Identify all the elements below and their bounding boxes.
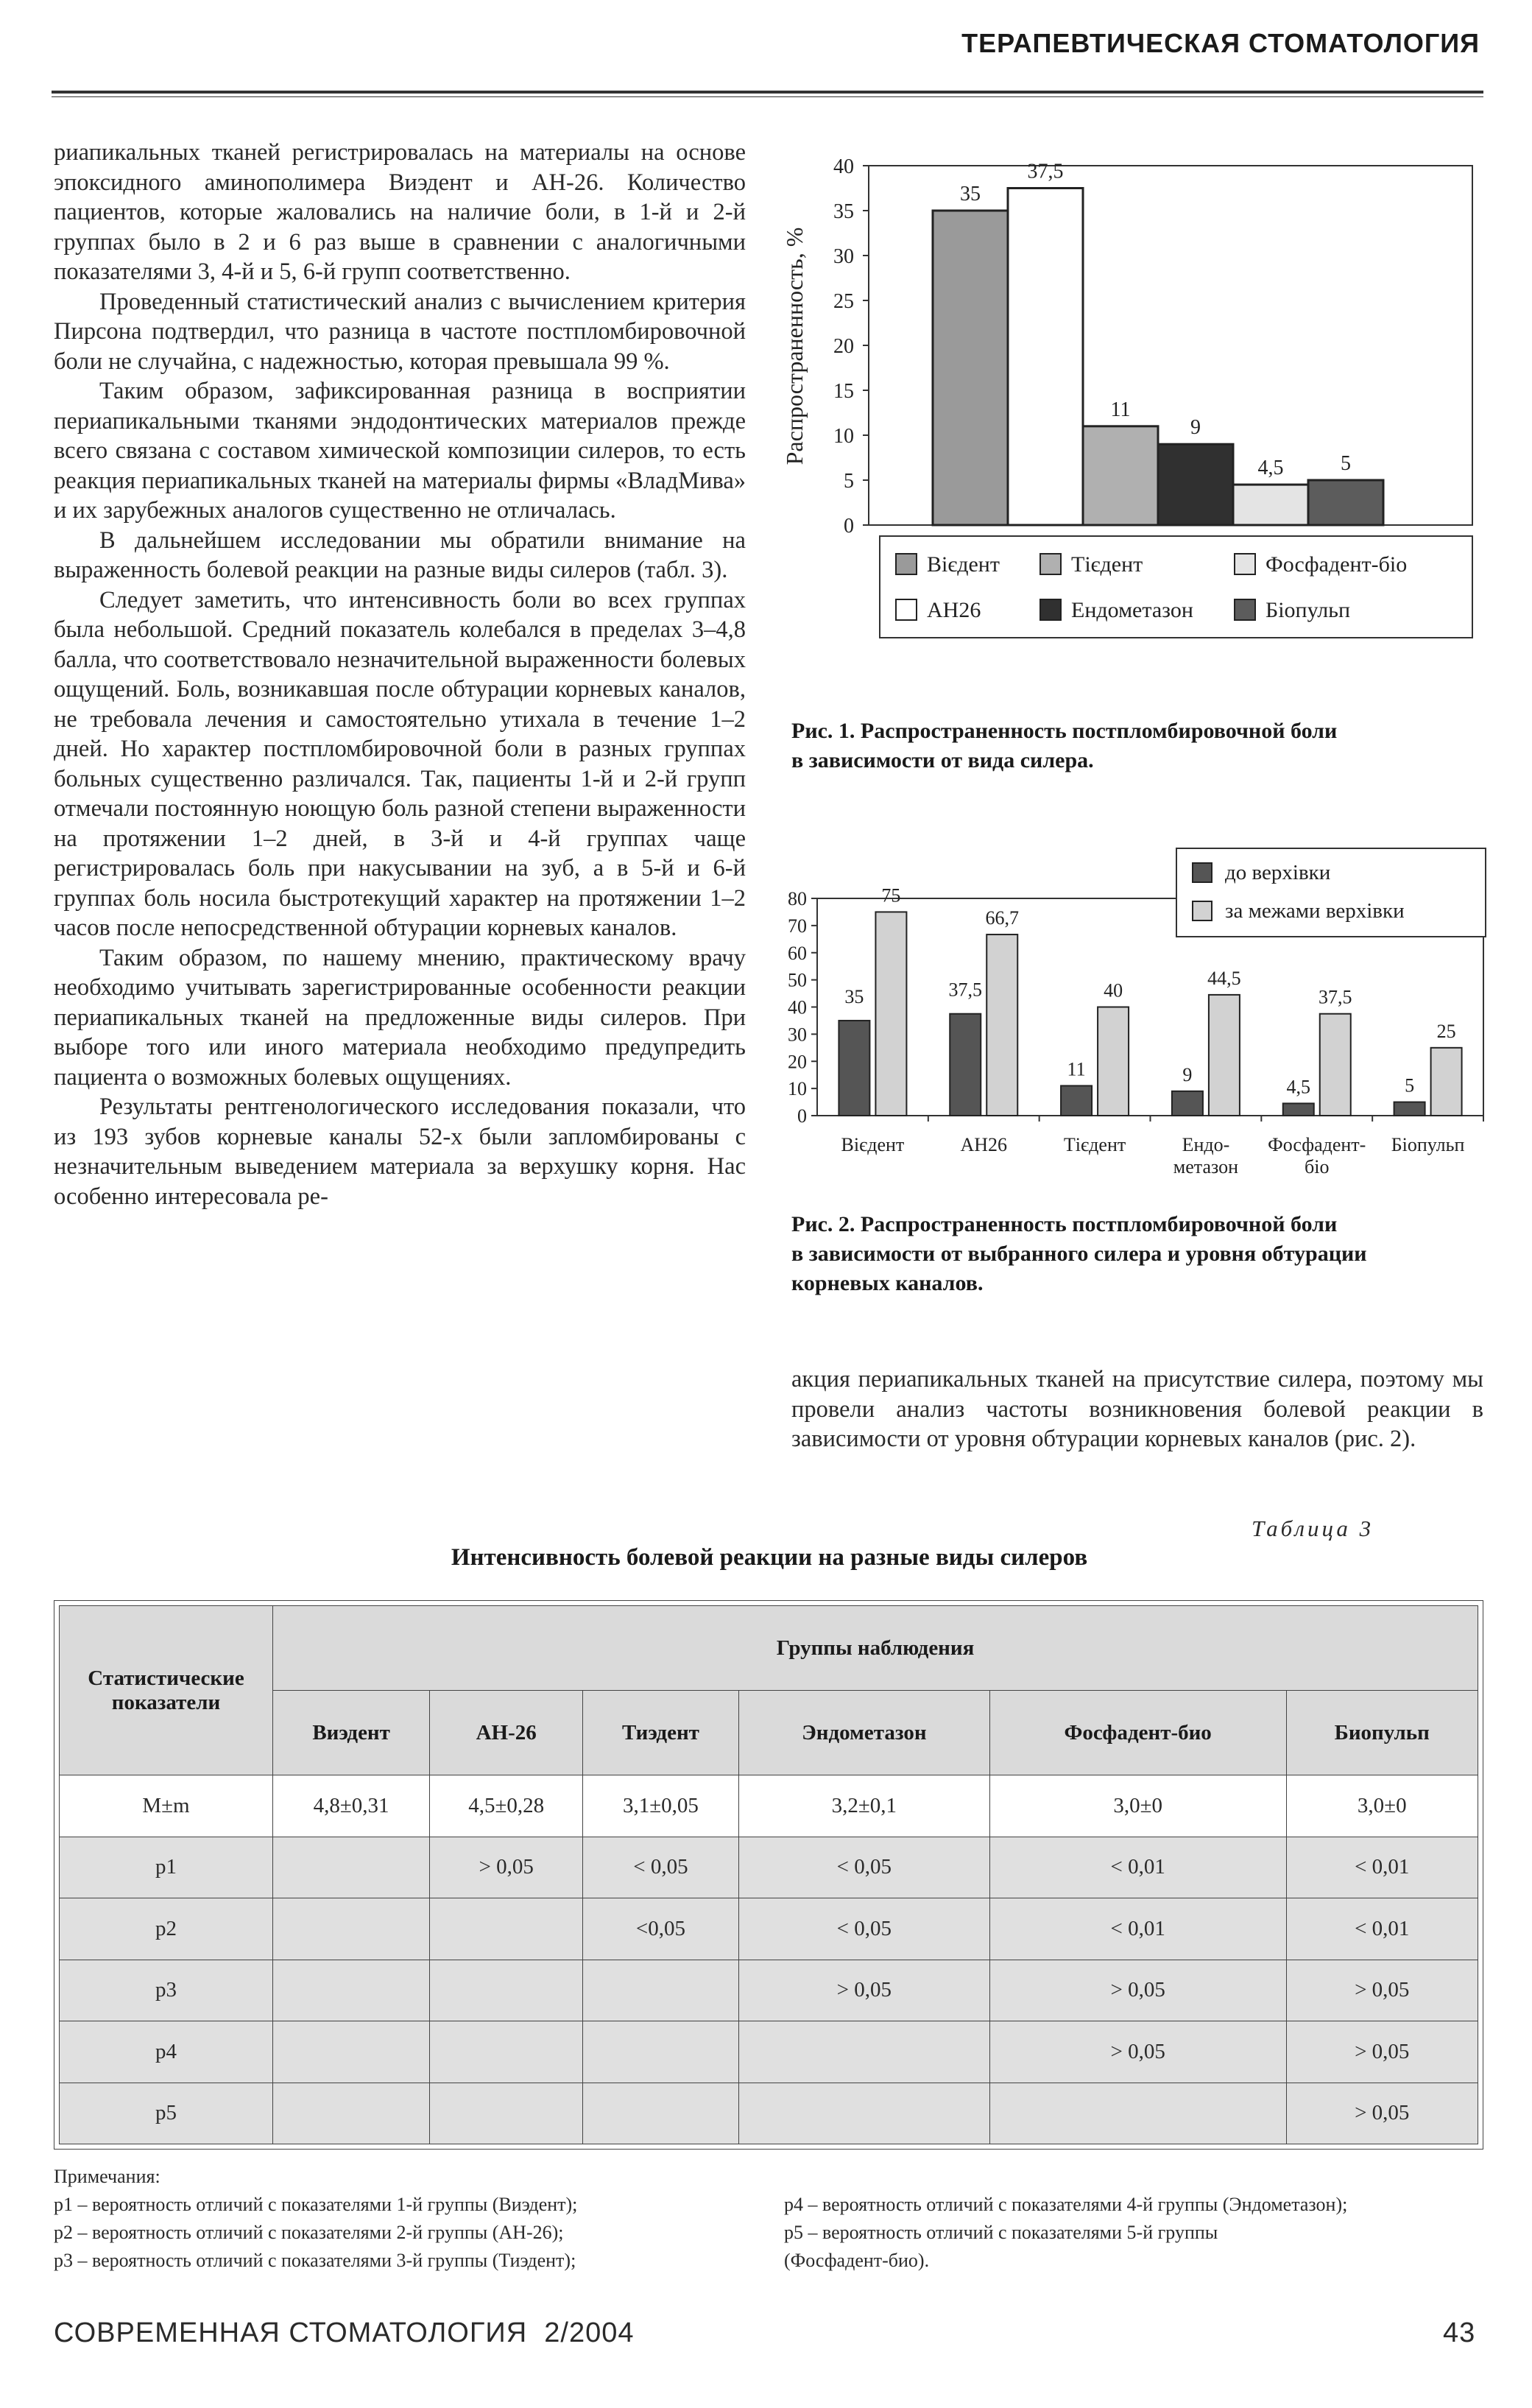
table-cell bbox=[583, 1960, 739, 2021]
bar-value-label: 5 bbox=[1341, 452, 1351, 475]
caption-line: Рис. 1. Распространенность постпломбировочной боли bbox=[791, 719, 1338, 743]
table-cell bbox=[273, 1898, 430, 1960]
table-cell: > 0,05 bbox=[1286, 2083, 1478, 2144]
footer-page-number: 43 bbox=[1443, 2317, 1476, 2348]
legend-swatch bbox=[1193, 901, 1212, 920]
table-cell: 4,8±0,31 bbox=[273, 1775, 430, 1837]
table-cell bbox=[738, 2083, 989, 2144]
caption-line: в зависимости от выбранного силера и уровня обтурации bbox=[791, 1242, 1367, 1266]
table-cell: > 0,05 bbox=[1286, 1960, 1478, 2021]
y-tick-label: 35 bbox=[833, 200, 854, 223]
table-cell bbox=[273, 1837, 430, 1898]
legend-swatch bbox=[896, 554, 917, 574]
y-tick-label: 0 bbox=[844, 515, 854, 538]
legend-swatch bbox=[896, 599, 917, 620]
table-cell: < 0,01 bbox=[1286, 1898, 1478, 1960]
column-header: Виэдент bbox=[273, 1691, 430, 1775]
bar bbox=[986, 934, 1017, 1116]
y-tick-label: 5 bbox=[844, 470, 854, 493]
column-header: Тиэдент bbox=[583, 1691, 739, 1775]
x-tick-label: Тієдент bbox=[1063, 1134, 1126, 1155]
note-line: (Фосфадент-био). bbox=[784, 2250, 930, 2271]
table-cell: > 0,05 bbox=[989, 1960, 1286, 2021]
bar bbox=[1083, 426, 1158, 525]
table-cell: < 0,01 bbox=[1286, 1837, 1478, 1898]
bar bbox=[1158, 444, 1233, 525]
x-tick-label: метазон bbox=[1173, 1156, 1239, 1177]
bar bbox=[839, 1021, 869, 1116]
table-row bbox=[60, 1775, 1478, 1837]
figure-1-caption bbox=[791, 717, 1483, 775]
row-label: p2 bbox=[60, 1898, 273, 1960]
figure-2-chart bbox=[773, 839, 1494, 1208]
table-cell bbox=[273, 2083, 430, 2144]
legend-label: АН26 bbox=[927, 598, 981, 622]
column-header: Фосфадент-био bbox=[989, 1691, 1286, 1775]
legend-box bbox=[1176, 848, 1486, 937]
bar bbox=[933, 211, 1008, 525]
table-cell bbox=[430, 2083, 583, 2144]
paragraph: акция периапикальных тканей на присутствие силера, поэтому мы провели анализ частоты возникновения болевой реакции в зависимости от уровня обтурации корневых каналов (рис. 2). bbox=[791, 1366, 1483, 1452]
table-cell: 3,2±0,1 bbox=[738, 1775, 989, 1837]
table-cell: 4,5±0,28 bbox=[430, 1775, 583, 1837]
table-notes-left bbox=[54, 2163, 760, 2275]
y-tick-label: 40 bbox=[788, 996, 807, 1018]
table-cell bbox=[430, 2021, 583, 2083]
table-cell: < 0,05 bbox=[583, 1837, 739, 1898]
table-cell: <0,05 bbox=[583, 1898, 739, 1960]
table-cell: > 0,05 bbox=[430, 1837, 583, 1898]
bar-value-label: 5 bbox=[1405, 1074, 1415, 1096]
legend-label: Біопульп bbox=[1266, 598, 1351, 622]
table-row bbox=[60, 1837, 1478, 1898]
caption-line: в зависимости от вида силера. bbox=[791, 748, 1094, 772]
bar-value-label: 25 bbox=[1436, 1020, 1456, 1042]
table-cell: < 0,01 bbox=[989, 1898, 1286, 1960]
bar-value-label: 35 bbox=[960, 183, 981, 205]
legend-swatch bbox=[1235, 599, 1255, 620]
bar-value-label: 40 bbox=[1104, 979, 1123, 1001]
bar bbox=[1283, 1103, 1314, 1116]
row-label: p5 bbox=[60, 2083, 273, 2144]
row-label: p1 bbox=[60, 1837, 273, 1898]
paragraph: Таким образом, по нашему мнению, практическому врачу необходимо учитывать зарегистрированные особенности реакции периапикальных тканей на предложенные виды силеров. При выборе того или иного материала необходимо предупредить пациента о возможных болевых ощущениях. bbox=[54, 944, 746, 1091]
bar bbox=[1061, 1085, 1092, 1116]
legend-swatch bbox=[1193, 863, 1212, 882]
table-cell: > 0,05 bbox=[738, 1960, 989, 2021]
table-notes-right bbox=[784, 2191, 1483, 2275]
footer-journal: СОВРЕМЕННАЯ СТОМАТОЛОГИЯ 2/2004 bbox=[54, 2317, 635, 2348]
table-cell: < 0,05 bbox=[738, 1837, 989, 1898]
table-cell: 3,0±0 bbox=[1286, 1775, 1478, 1837]
legend-label: Тієдент bbox=[1071, 552, 1143, 577]
figure-2-caption bbox=[791, 1210, 1483, 1298]
legend-swatch bbox=[1235, 554, 1255, 574]
y-tick-label: 30 bbox=[833, 245, 854, 268]
bar bbox=[1394, 1102, 1425, 1116]
bar-value-label: 37,5 bbox=[1319, 986, 1352, 1008]
paragraph: Проведенный статистический анализ с вычислением критерия Пирсона подтвердил, что разница в частоте постпломбировочной боли не случайна, с надежностью, которая превышала 99 %. bbox=[54, 288, 746, 375]
fig1-y-axis-label: Распространенность, % bbox=[781, 227, 808, 465]
bar bbox=[1209, 995, 1240, 1116]
bar bbox=[875, 912, 906, 1116]
y-tick-label: 80 bbox=[788, 888, 807, 909]
legend-swatch bbox=[1040, 554, 1061, 574]
legend-swatch bbox=[1040, 599, 1061, 620]
bar bbox=[1431, 1048, 1462, 1116]
left-column bbox=[54, 138, 746, 1211]
table-cell bbox=[583, 2083, 739, 2144]
bar-value-label: 11 bbox=[1110, 398, 1131, 421]
legend-label: за межами верхівки bbox=[1225, 899, 1405, 923]
row-label: p3 bbox=[60, 1960, 273, 2021]
caption-line: Рис. 2. Распространенность постпломбировочной боли bbox=[791, 1212, 1338, 1236]
bar-value-label: 66,7 bbox=[985, 907, 1019, 929]
note-line: р5 – вероятность отличий с показателями 5-й группы bbox=[784, 2222, 1218, 2243]
header-rule bbox=[52, 91, 1483, 94]
legend-box bbox=[880, 536, 1472, 638]
y-tick-label: 20 bbox=[788, 1051, 807, 1073]
table-cell bbox=[583, 2021, 739, 2083]
table-row bbox=[60, 1960, 1478, 2021]
bar bbox=[1172, 1091, 1203, 1116]
y-tick-label: 0 bbox=[797, 1105, 807, 1127]
notes-title: Примечания: bbox=[54, 2166, 160, 2187]
x-tick-label: Біопульп bbox=[1391, 1134, 1465, 1155]
y-tick-label: 10 bbox=[833, 425, 854, 448]
bar bbox=[1233, 485, 1308, 525]
y-tick-label: 70 bbox=[788, 915, 807, 937]
y-tick-label: 50 bbox=[788, 969, 807, 991]
y-tick-label: 20 bbox=[833, 335, 854, 358]
table-cell bbox=[430, 1960, 583, 2021]
paragraph: Таким образом, зафиксированная разница в восприятии периапикальными тканями эндодонтических материалов прежде всего связана с составом химической композиции силеров, то есть реакция периапикальных тканей на материалы фирмы «ВладМива» и их зарубежных аналогов существенно не отличалась. bbox=[54, 378, 746, 524]
table-cell: > 0,05 bbox=[1286, 2021, 1478, 2083]
header-rule-thin bbox=[52, 96, 1483, 97]
bar bbox=[1308, 480, 1383, 525]
table-row bbox=[60, 2021, 1478, 2083]
x-tick-label: АН26 bbox=[960, 1134, 1008, 1155]
x-tick-label: біо bbox=[1305, 1156, 1330, 1177]
running-header: ТЕРАПЕВТИЧЕСКАЯ СТОМАТОЛОГИЯ bbox=[961, 28, 1480, 58]
paragraph: Следует заметить, что интенсивность боли во всех группах была небольшой. Средний показатель колебался в пределах 3–4,8 балла, что соответствовало незначительной выраженности болевых ощущений. Боль, возникавшая после обтурации корневых каналов, не требовала лечения и самостоятельно утихала в течение 1–2 дней. Но характер постпломбировочной боли в разных группах больных существенно различался. Так, пациенты 1-й и 2-й групп отмечали постоянную ноющую боль разной степени выраженности на протяжении 1–2 дней, в 3-й и 4-й группах чаще регистрировалась боль при накусывании на зуб, а в 5-й и 6-й группах боль носила быстротекущий характер на протяжении 1–2 часов после непосредственной обтурации корневых каналов. bbox=[54, 586, 746, 941]
y-tick-label: 15 bbox=[833, 380, 854, 403]
table-cell bbox=[989, 2083, 1286, 2144]
paragraph: риапикальных тканей регистрировалась на материалы на основе эпоксидного аминополимера Виэдент и АН-26. Количество пациентов, которые жаловались на наличие боли, в 1-й и 2-й группах было в 2 и 6 раз выше в сравнении с аналогичными показателями 3, 4-й и 5, 6-й групп соответственно. bbox=[54, 139, 746, 285]
x-tick-label: Ендо- bbox=[1182, 1134, 1230, 1155]
note-line: р4 – вероятность отличий с показателями 4-й группы (Эндометазон); bbox=[784, 2194, 1348, 2215]
bar-value-label: 37,5 bbox=[1027, 160, 1064, 183]
row-label: M±m bbox=[60, 1775, 273, 1837]
bar-value-label: 75 bbox=[881, 884, 901, 906]
note-line: р1 – вероятность отличий с показателями 1-й группы (Виэдент); bbox=[54, 2194, 578, 2215]
table-cell: 3,1±0,05 bbox=[583, 1775, 739, 1837]
bar bbox=[1008, 189, 1083, 526]
y-tick-label: 10 bbox=[788, 1078, 807, 1100]
table-title: Интенсивность болевой реакции на разные виды силеров bbox=[451, 1544, 1088, 1571]
table-cell: 3,0±0 bbox=[989, 1775, 1286, 1837]
legend-label: до верхівки bbox=[1225, 861, 1331, 884]
header-stat-indicators: Статистические показатели bbox=[60, 1606, 273, 1775]
bar bbox=[950, 1014, 981, 1116]
note-line: р2 – вероятность отличий с показателями 2-й группы (АН-26); bbox=[54, 2222, 564, 2243]
table-cell: < 0,05 bbox=[738, 1898, 989, 1960]
table-label: Таблица 3 bbox=[1252, 1515, 1374, 1541]
y-tick-label: 25 bbox=[833, 290, 854, 313]
bar-value-label: 35 bbox=[844, 985, 864, 1007]
caption-line: корневых каналов. bbox=[791, 1271, 984, 1295]
bar-value-label: 44,5 bbox=[1207, 967, 1241, 989]
bar-value-label: 9 bbox=[1190, 416, 1201, 440]
header-observation-groups: Группы наблюдения bbox=[273, 1606, 1478, 1691]
column-header: Биопульп bbox=[1286, 1691, 1478, 1775]
legend-label: Вієдент bbox=[927, 552, 1000, 577]
x-tick-label: Фосфадент- bbox=[1268, 1134, 1366, 1155]
bar-value-label: 9 bbox=[1182, 1063, 1193, 1085]
row-label: p4 bbox=[60, 2021, 273, 2083]
legend-label: Фосфадент-біо bbox=[1266, 552, 1408, 577]
bar-value-label: 4,5 bbox=[1257, 457, 1284, 480]
y-tick-label: 40 bbox=[833, 155, 854, 178]
column-header: Эндометазон bbox=[738, 1691, 989, 1775]
paragraph: В дальнейшем исследовании мы обратили внимание на выраженность болевой реакции на разные виды силеров (табл. 3). bbox=[54, 527, 746, 583]
results-table bbox=[59, 1605, 1478, 2144]
bar bbox=[1098, 1007, 1129, 1116]
figure-1-chart bbox=[773, 133, 1494, 677]
y-tick-label: 60 bbox=[788, 942, 807, 964]
bar-value-label: 4,5 bbox=[1286, 1076, 1310, 1098]
y-tick-label: 30 bbox=[788, 1024, 807, 1046]
paragraph: Результаты рентгенологического исследования показали, что из 193 зубов корневые каналы 52-х были запломбированы с незначительным выведением материала за верхушку корня. Нас особенно интересовала ре- bbox=[54, 1094, 746, 1210]
table-cell bbox=[430, 1898, 583, 1960]
table-row bbox=[60, 1898, 1478, 1960]
legend-label: Ендометазон bbox=[1071, 598, 1193, 622]
bar-value-label: 11 bbox=[1067, 1058, 1086, 1080]
bar bbox=[1320, 1014, 1351, 1116]
table-cell bbox=[273, 2021, 430, 2083]
table-row bbox=[60, 2083, 1478, 2144]
table-cell: < 0,01 bbox=[989, 1837, 1286, 1898]
right-column-text bbox=[791, 1365, 1483, 1454]
table-frame bbox=[54, 1600, 1483, 2150]
bar-value-label: 37,5 bbox=[948, 979, 982, 1001]
table-cell: > 0,05 bbox=[989, 2021, 1286, 2083]
note-line: р3 – вероятность отличий с показателями 3-й группы (Тиэдент); bbox=[54, 2250, 576, 2271]
table-cell bbox=[738, 2021, 989, 2083]
x-tick-label: Вієдент bbox=[841, 1134, 905, 1155]
table-cell bbox=[273, 1960, 430, 2021]
column-header: АН-26 bbox=[430, 1691, 583, 1775]
